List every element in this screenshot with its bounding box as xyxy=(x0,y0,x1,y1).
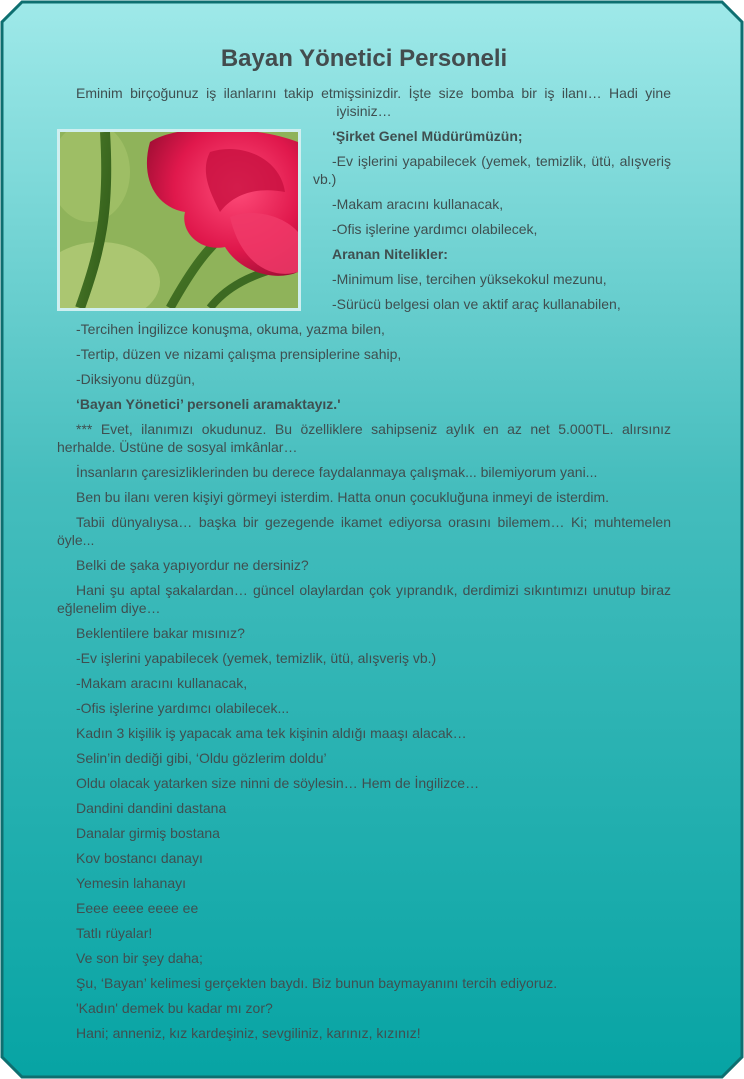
body-paragraph: Belki de şaka yapıyordur ne dersiniz? xyxy=(76,557,309,573)
intro-paragraph: Eminim birçoğunuz iş ilanlarını takip etmişsinizdir. İşte size bomba bir iş ilanı… Hadi yine iyisiniz… xyxy=(76,85,671,119)
body-paragraph: Oldu olacak yatarken size ninni de söylesin… Hem de İngilizce… xyxy=(76,775,480,791)
body-paragraph: -Ofis işlerine yardımcı olabilecek... xyxy=(76,700,290,716)
body-paragraph: Ben bu ilanı veren kişiyi görmeyi isterdim. Hatta onun çocukluğuna inmeyi de isterdim. xyxy=(76,489,610,505)
body-paragraph: Ve son bir şey daha; xyxy=(76,950,203,966)
body-paragraph: -Makam aracını kullanacak, xyxy=(76,675,248,691)
body-paragraph: Kadın 3 kişilik iş yapacak ama tek kişinin aldığı maaşı alacak… xyxy=(76,725,467,741)
body-paragraph: ‘Şirket Genel Müdürümüzün; xyxy=(332,128,523,144)
body-paragraph: -Ev işlerini yapabilecek (yemek, temizlik, ütü, alışveriş vb.) xyxy=(313,153,671,187)
body-paragraph: Hani; anneniz, kız kardeşiniz, sevgiliniz, karınız, kızınız! xyxy=(76,1025,421,1041)
body-paragraph: -Minimum lise, tercihen yüksekokul mezunu, xyxy=(332,271,607,287)
page-title: Bayan Yönetici Personeli xyxy=(220,45,508,72)
body-paragraph: -Sürücü belgesi olan ve aktif araç kullanabilen, xyxy=(332,296,621,312)
body-paragraph: Hani şu aptal şakalardan… güncel olaylardan çok yıprandık, derdimizi sıkıntımızı unutup biraz eğlenelim diye… xyxy=(57,582,671,616)
article xyxy=(57,44,671,1049)
body-paragraph: Kov bostancı danayı xyxy=(76,850,203,866)
rose-image xyxy=(60,132,298,308)
body-paragraph: Danalar girmiş bostana xyxy=(76,825,220,841)
body-paragraph: İnsanların çaresizliklerinden bu derece faydalanmaya çalışmak... bilemiyorum yani... xyxy=(76,464,598,480)
body-paragraph: -Makam aracını kullanacak, xyxy=(332,196,504,212)
body-paragraph: Şu, ‘Bayan’ kelimesi gerçekten baydı. Biz bunun baymayanını tercih ediyoruz. xyxy=(76,975,558,991)
body-paragraph: Tatlı rüyalar! xyxy=(76,925,153,941)
body-paragraph: Aranan Nitelikler: xyxy=(332,246,448,262)
body-paragraph: 'Kadın' demek bu kadar mı zor? xyxy=(76,1000,273,1016)
body-paragraph: Dandini dandini dastana xyxy=(76,800,227,816)
body-paragraph: Tabii dünyalıysa… başka bir gezegende ikamet ediyorsa orasını bilemem… Ki; muhtemelen öyle... xyxy=(57,514,671,548)
body-paragraph: ‘Bayan Yönetici’ personeli aramaktayız.' xyxy=(76,396,341,412)
body-paragraph: -Tertip, düzen ve nizami çalışma prensiplerine sahip, xyxy=(76,346,402,362)
body-paragraph: -Ofis işlerine yardımcı olabilecek, xyxy=(332,221,538,237)
body-paragraph: -Ev işlerini yapabilecek (yemek, temizlik, ütü, alışveriş vb.) xyxy=(76,650,437,666)
body-paragraph: Eeee eeee eeee ee xyxy=(76,900,199,916)
body-paragraph: Beklentilere bakar mısınız? xyxy=(76,625,245,641)
body-paragraph: Selin’in dediği gibi, ‘Oldu gözlerim doldu’ xyxy=(76,750,327,766)
body-paragraph: *** Evet, ilanımızı okudunuz. Bu özelliklere sahipseniz aylık en az net 5.000TL. alırsınız herhalde. Üstüne de sosyal imkânlar… xyxy=(57,421,671,455)
body-paragraph: -Diksiyonu düzgün, xyxy=(76,371,196,387)
body-paragraph: Yemesin lahanayı xyxy=(76,875,187,891)
rose-photo xyxy=(57,129,301,311)
body-paragraph: -Tercihen İngilizce konuşma, okuma, yazma bilen, xyxy=(76,321,385,337)
